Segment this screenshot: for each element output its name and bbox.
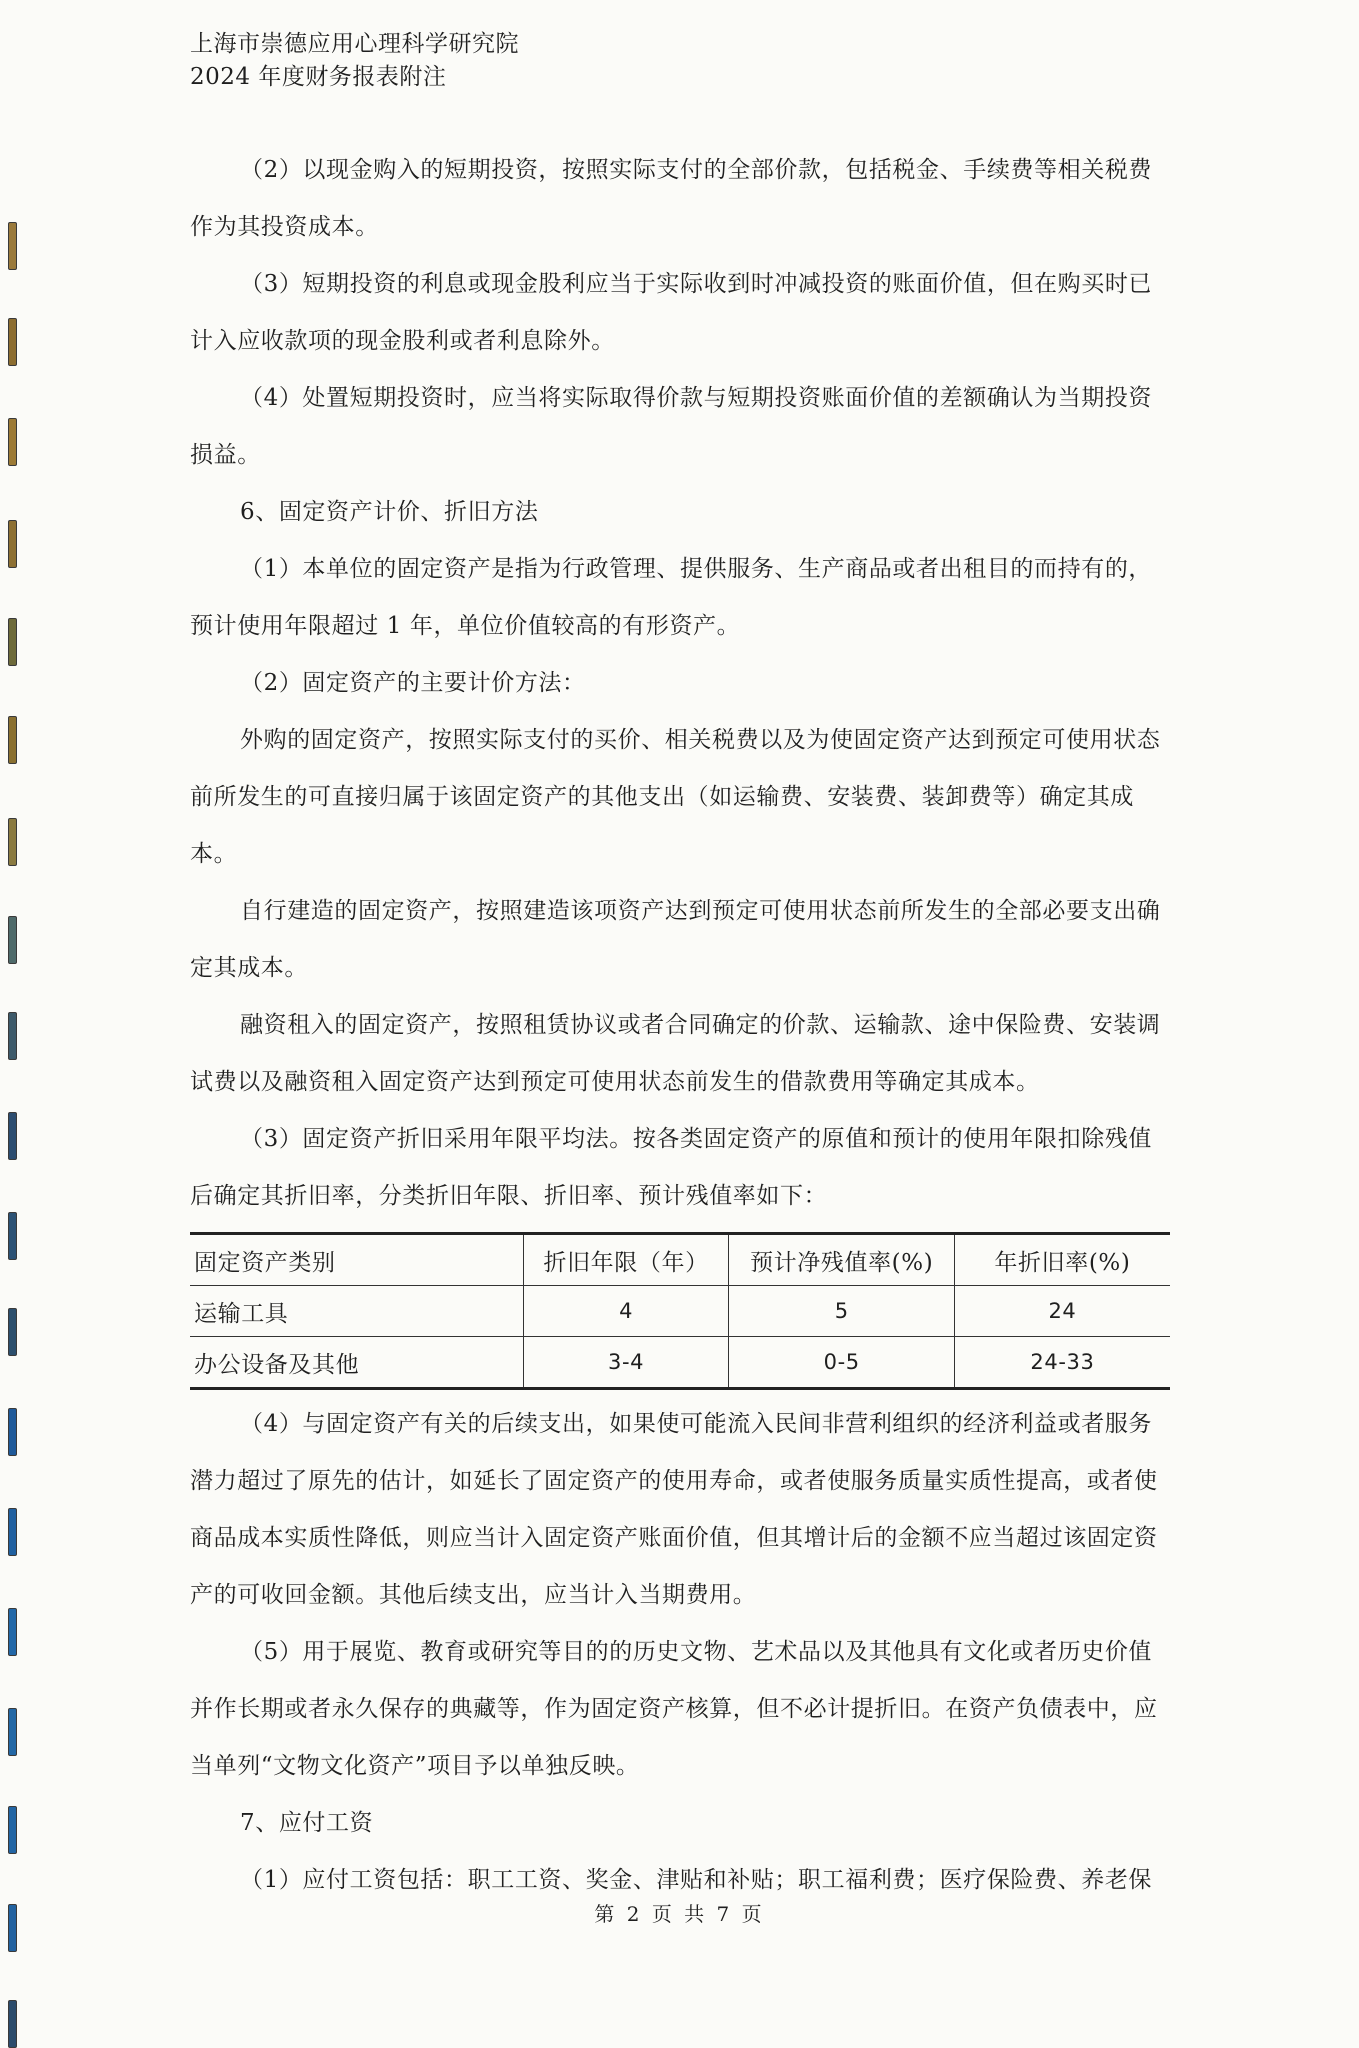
paragraph-payroll-items: （1）应付工资包括：职工工资、奖金、津贴和补贴；职工福利费；医疗保险费、养老保 <box>240 1867 1153 1893</box>
paragraph-leased-assets: 融资租入的固定资产，按照租赁协议或者合同确定的价款、运输款、途中保险费、安装调试费以及融资租入固定资产达到预定可使用状态前发生的借款费用等确定其成本。 <box>190 1012 1161 1095</box>
table-cell: 24-33 <box>954 1337 1170 1389</box>
depreciation-table <box>190 1232 1170 1390</box>
table-cell: 3-4 <box>523 1337 729 1389</box>
document-header <box>190 28 519 94</box>
document-body <box>190 142 1170 1909</box>
binding-hole <box>8 222 17 270</box>
paragraph-short-term-investment-interest: （3）短期投资的利息或现金股利应当于实际收到时冲减投资的账面价值，但在购买时已计入应收款项的现金股利或者利息除外。 <box>190 271 1153 354</box>
table-header: 固定资产类别 <box>190 1234 523 1286</box>
report-title: 2024 年度财务报表附注 <box>190 64 447 90</box>
table-header: 折旧年限（年） <box>523 1234 729 1286</box>
table-cell: 4 <box>523 1286 729 1337</box>
org-name: 上海市崇德应用心理科学研究院 <box>190 31 519 57</box>
table-header: 年折旧率(%) <box>954 1234 1170 1286</box>
table-header-row <box>190 1234 1170 1286</box>
binding-hole <box>8 520 17 568</box>
paragraph-subsequent-expenditure: （4）与固定资产有关的后续支出，如果使可能流入民间非营利组织的经济利益或者服务潜力超过了原先的估计，如延长了固定资产的使用寿命，或者使服务质量实质性提高，或者使商品成本实质性降低，则应当计入固定资产账面价值，但其增计后的金额不应当超过该固定资产的可收回金额。其他后续支出，应当计入当期费用。 <box>190 1411 1158 1608</box>
table-cell: 办公设备及其他 <box>190 1337 523 1389</box>
paragraph-fixed-asset-definition: （1）本单位的固定资产是指为行政管理、提供服务、生产商品或者出租目的而持有的，预计使用年限超过 1 年，单位价值较高的有形资产。 <box>190 556 1153 639</box>
section-heading-payroll: 7、应付工资 <box>240 1810 374 1836</box>
binding-hole <box>8 618 17 666</box>
paragraph-depreciation-method: （3）固定资产折旧采用年限平均法。按各类固定资产的原值和预计的使用年限扣除残值后确定其折旧率，分类折旧年限、折旧率、预计残值率如下： <box>190 1126 1153 1209</box>
binding-holes <box>0 0 40 2048</box>
binding-hole <box>8 916 17 964</box>
table-cell: 0-5 <box>729 1337 954 1389</box>
paragraph-cultural-relics: （5）用于展览、教育或研究等目的的历史文物、艺术品以及其他具有文化或者历史价值并作长期或者永久保存的典藏等，作为固定资产核算，但不必计提折旧。在资产负债表中，应当单列“文物文化资产”项目予以单独反映。 <box>190 1639 1158 1779</box>
binding-hole <box>8 1012 17 1060</box>
section-heading-fixed-assets: 6、固定资产计价、折旧方法 <box>240 499 539 525</box>
table-cell: 24 <box>954 1286 1170 1337</box>
paragraph-self-built-assets: 自行建造的固定资产，按照建造该项资产达到预定可使用状态前所发生的全部必要支出确定其成本。 <box>190 898 1161 981</box>
paragraph-short-term-investment-cost: （2）以现金购入的短期投资，按照实际支付的全部价款，包括税金、手续费等相关税费作为其投资成本。 <box>190 157 1153 240</box>
table-cell: 运输工具 <box>190 1286 523 1337</box>
binding-hole <box>8 1708 17 1756</box>
binding-hole <box>8 1308 17 1356</box>
table-cell: 5 <box>729 1286 954 1337</box>
page-number: 第 2 页 共 7 页 <box>594 1902 765 1926</box>
binding-hole <box>8 318 17 366</box>
paragraph-short-term-investment-disposal: （4）处置短期投资时，应当将实际取得价款与短期投资账面价值的差额确认为当期投资损益。 <box>190 385 1153 468</box>
binding-hole <box>8 2000 17 2048</box>
table-row <box>190 1337 1170 1389</box>
binding-hole <box>8 716 17 764</box>
table-header: 预计净残值率(%) <box>729 1234 954 1286</box>
binding-hole <box>8 1112 17 1160</box>
paragraph-purchased-assets: 外购的固定资产，按照实际支付的买价、相关税费以及为使固定资产达到预定可使用状态前所发生的可直接归属于该固定资产的其他支出（如运输费、安装费、装卸费等）确定其成本。 <box>190 727 1161 867</box>
binding-hole <box>8 818 17 866</box>
binding-hole <box>8 1212 17 1260</box>
binding-hole <box>8 1508 17 1556</box>
binding-hole <box>8 1806 17 1854</box>
binding-hole <box>8 1608 17 1656</box>
binding-hole <box>8 1408 17 1456</box>
table-row <box>190 1286 1170 1337</box>
binding-hole <box>8 418 17 466</box>
paragraph-valuation-methods: （2）固定资产的主要计价方法： <box>240 670 586 696</box>
